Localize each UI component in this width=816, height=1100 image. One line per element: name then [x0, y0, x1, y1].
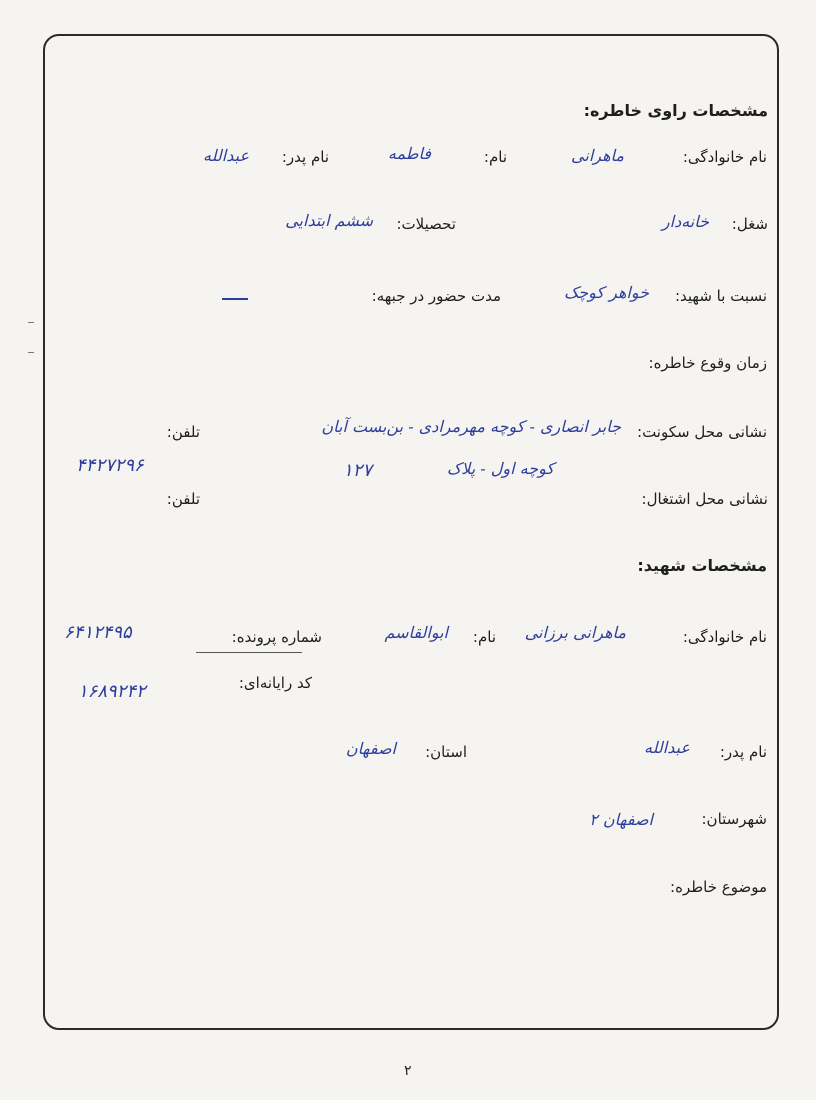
narrator-home-plaque: ۱۲۷ — [343, 460, 373, 481]
page-number: ۲ — [404, 1063, 412, 1079]
narrator-home-phone-label: تلفن: — [166, 423, 200, 441]
martyr-father-value: عبدالله — [644, 738, 690, 757]
martyr-name-value: ابوالقاسم — [384, 623, 448, 642]
narrator-name-value: فاطمه — [387, 144, 431, 163]
martyr-family-label: نام خانوادگی: — [682, 628, 767, 646]
martyr-family-value: ماهرانی برزانی — [524, 623, 626, 642]
martyr-file-label: شماره پرونده: — [231, 628, 322, 646]
narrator-home-value-line2: کوچه اول - پلاک — [446, 459, 554, 478]
martyr-name-label: نام: — [472, 628, 496, 646]
form-frame — [43, 34, 779, 1030]
narrator-time-label: زمان وقوع خاطره: — [648, 354, 767, 372]
file-number-underline — [196, 652, 302, 653]
martyr-city-label: شهرستان: — [701, 810, 767, 828]
narrator-family-label: نام خانوادگی: — [682, 148, 767, 166]
narrator-home-phone-value: ۴۴۲۷۲۹۶ — [76, 455, 144, 476]
narrator-relation-value: خواهر کوچک — [563, 283, 649, 302]
martyr-topic-label: موضوع خاطره: — [670, 878, 767, 896]
narrator-work-phone-label: تلفن: — [166, 490, 200, 508]
narrator-education-label: تحصیلات: — [396, 215, 456, 233]
narrator-name-label: نام: — [483, 148, 507, 166]
martyr-father-label: نام پدر: — [719, 743, 767, 761]
margin-mark — [28, 352, 34, 353]
martyr-code-value: ۱۶۸۹۲۴۲ — [78, 681, 146, 702]
martyr-file-value: ۶۴۱۲۴۹۵ — [64, 622, 132, 643]
narrator-home-label: نشانی محل سکونت: — [637, 423, 767, 441]
narrator-father-value: عبدالله — [203, 146, 249, 165]
martyr-province-value: اصفهان — [345, 739, 396, 758]
duration-dash — [222, 298, 248, 300]
narrator-relation-label: نسبت با شهید: — [674, 287, 767, 305]
narrator-family-value: ماهرانی — [571, 146, 624, 165]
narrator-education-value: ششم ابتدایی — [285, 211, 373, 230]
martyr-code-label: کد رایانه‌ای: — [238, 674, 312, 692]
margin-mark — [28, 322, 34, 323]
narrator-home-value: جابر انصاری - کوچه مهرمرادی - بن‌بست آبان — [321, 417, 621, 436]
martyr-city-value: اصفهان ۲ — [589, 810, 653, 829]
narrator-job-value: خانه‌دار — [661, 212, 709, 231]
narrator-heading: مشخصات راوی خاطره: — [583, 101, 768, 120]
narrator-work-label: نشانی محل اشتغال: — [641, 490, 768, 508]
narrator-father-label: نام پدر: — [281, 148, 329, 166]
martyr-province-label: استان: — [425, 743, 467, 761]
martyr-heading: مشخصات شهید: — [637, 556, 767, 575]
narrator-duration-label: مدت حضور در جبهه: — [371, 287, 501, 305]
narrator-job-label: شغل: — [731, 215, 768, 233]
